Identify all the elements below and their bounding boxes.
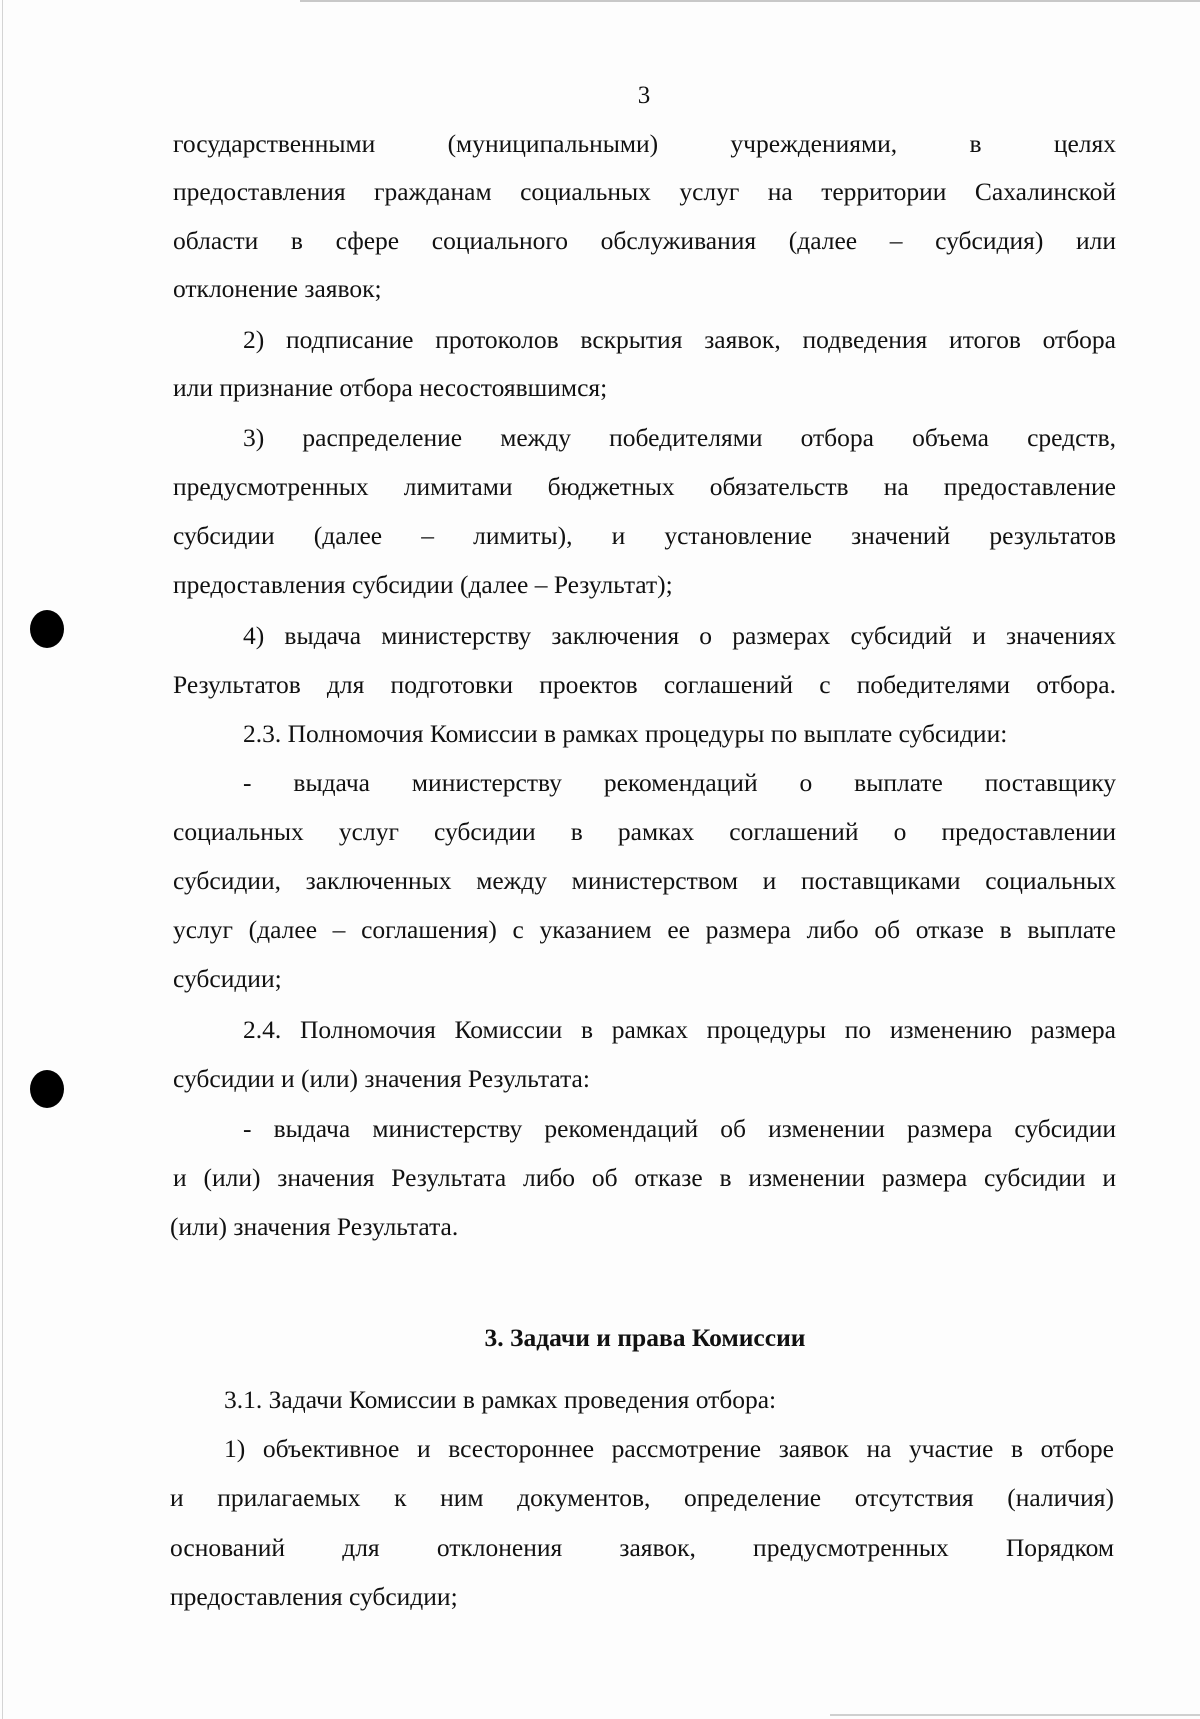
text-line: 2) подписание протоколов вскрытия заявок, подведения итогов отбора <box>243 325 1116 354</box>
text-line: предоставления субсидии; <box>170 1582 458 1611</box>
punch-hole-icon <box>30 1070 64 1108</box>
scan-edge-top <box>300 0 1200 2</box>
text-line: субсидии, заключенных между министерством и поставщиками социальных <box>173 866 1116 895</box>
text-line: и прилагаемых к ним документов, определение отсутствия (наличия) <box>170 1483 1114 1512</box>
text-line: - выдача министерству рекомендаций об изменении размера субсидии <box>243 1114 1116 1143</box>
text-line: социальных услуг субсидии в рамках соглашений о предоставлении <box>173 817 1116 846</box>
text-line: субсидии; <box>173 964 282 993</box>
section-heading: 3. Задачи и права Комиссии <box>484 1323 806 1352</box>
text-line: области в сфере социального обслуживания (далее – субсидия) или <box>173 226 1116 255</box>
page-number: 3 <box>637 82 651 109</box>
text-line: или признание отбора несостоявшимся; <box>173 373 608 402</box>
text-line: и (или) значения Результата либо об отказе в изменении размера субсидии и <box>173 1163 1116 1192</box>
text-line: 3) распределение между победителями отбора объема средств, <box>243 423 1116 452</box>
text-line: субсидии (далее – лимиты), и установление значений результатов <box>173 521 1116 550</box>
text-line: государственными (муниципальными) учреждениями, в целях <box>173 129 1116 158</box>
scan-edge-bottom <box>830 1714 1200 1716</box>
text-line: оснований для отклонения заявок, предусмотренных Порядком <box>170 1533 1114 1562</box>
text-line: 4) выдача министерству заключения о размерах субсидий и значениях <box>243 621 1116 650</box>
text-line: предоставления субсидии (далее – Результат); <box>173 570 673 599</box>
text-line: - выдача министерству рекомендаций о выплате поставщику <box>243 768 1116 797</box>
text-line: 1) объективное и всестороннее рассмотрение заявок на участие в отборе <box>224 1434 1114 1463</box>
text-line: услуг (далее – соглашения) с указанием ее размера либо об отказе в выплате <box>173 915 1116 944</box>
text-line: предусмотренных лимитами бюджетных обязательств на предоставление <box>173 472 1116 501</box>
text-line: отклонение заявок; <box>173 274 382 303</box>
text-line: Результатов для подготовки проектов соглашений с победителями отбора. <box>173 670 1116 699</box>
scan-edge-left <box>2 0 3 1719</box>
text-line: субсидии и (или) значения Результата: <box>173 1064 590 1093</box>
text-line: 2.3. Полномочия Комиссии в рамках процедуры по выплате субсидии: <box>243 719 1008 748</box>
text-line: предоставления гражданам социальных услуг на территории Сахалинской <box>173 177 1116 206</box>
text-line: (или) значения Результата. <box>170 1212 459 1241</box>
text-line: 2.4. Полномочия Комиссии в рамках процедуры по изменению размера <box>243 1015 1116 1044</box>
punch-hole-icon <box>30 610 64 648</box>
text-line: 3.1. Задачи Комиссии в рамках проведения отбора: <box>224 1385 777 1414</box>
